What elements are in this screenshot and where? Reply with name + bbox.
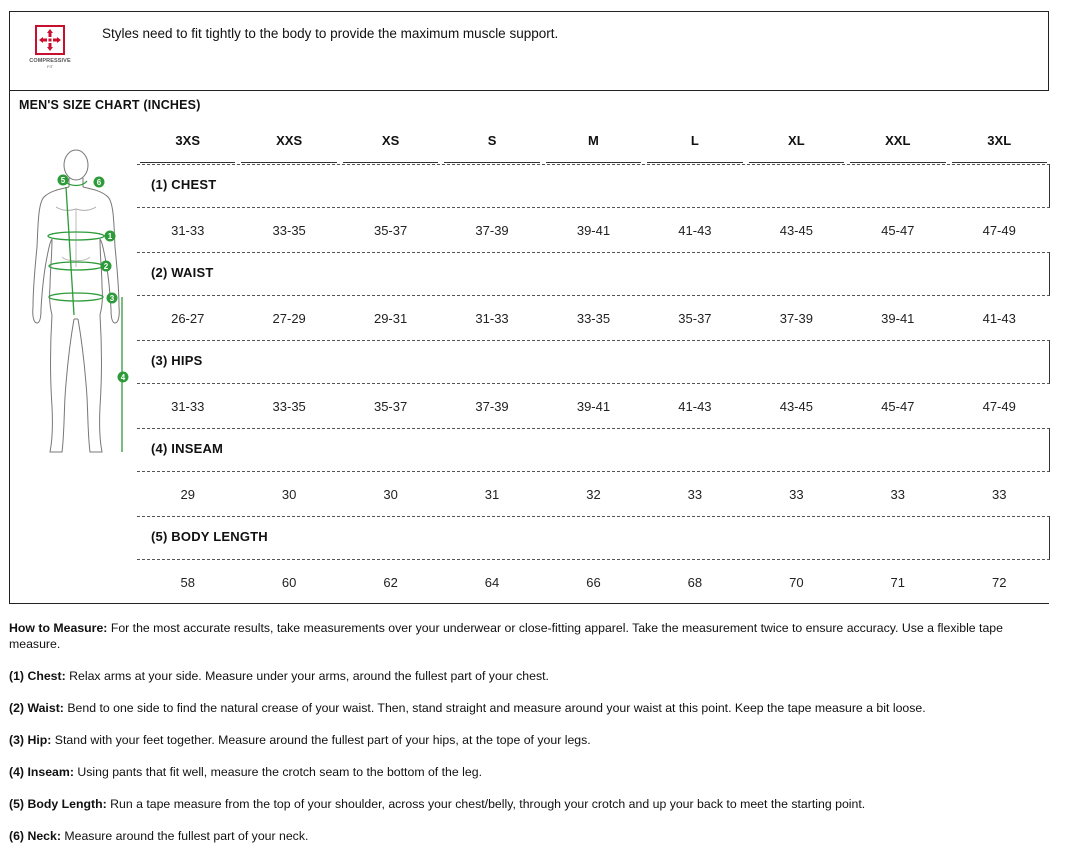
note-text: Measure around the fullest part of your neck. [64, 829, 309, 843]
category-label: (2) WAIST [151, 265, 214, 280]
note-text: Run a tape measure from the top of your shoulder, across your chest/belly, through your crotch and up your back to meet the starting point. [110, 797, 866, 811]
value-cell: 27-29 [272, 310, 306, 326]
value-cell: 31-33 [171, 398, 205, 414]
note-text: Using pants that fit well, measure the crotch seam to the bottom of the leg. [77, 765, 482, 779]
note-title: (2) Waist: [9, 701, 64, 715]
value-cell: 35-37 [373, 398, 408, 414]
value-cell: 39-41 [576, 222, 611, 238]
logo-subtext: FIT [47, 64, 53, 69]
value-cell: 68 [687, 574, 703, 590]
value-cell: 39-41 [576, 398, 611, 414]
note-inseam [9, 764, 1039, 780]
values-row-waist [137, 296, 1050, 340]
marker-5: 5 [60, 176, 66, 185]
body-measurement-figure [22, 147, 130, 457]
category-label: (4) INSEAM [151, 441, 224, 456]
value-cell: 45-47 [881, 222, 915, 238]
value-cell: 70 [789, 574, 804, 590]
value-cell: 41-43 [678, 222, 712, 238]
marker-3: 3 [109, 294, 115, 303]
value-cell: 41-43 [678, 398, 712, 414]
value-cell: 47-49 [982, 222, 1016, 238]
note-text: Bend to one side to find the natural crease of your waist. Then, stand straight and measure around your waist at this point. Keep the tape measure a bit loose. [67, 701, 926, 715]
value-cell: 30 [383, 486, 398, 502]
size-header-cell: 3XS [140, 131, 235, 163]
value-cell: 72 [991, 574, 1007, 590]
values-row-inseam [137, 472, 1050, 516]
marker-1: 1 [107, 232, 113, 241]
value-cell: 64 [484, 574, 500, 590]
value-cell: 33 [789, 486, 804, 502]
note-title: (6) Neck: [9, 829, 61, 843]
note-waist [9, 700, 1039, 716]
note-title: (5) Body Length: [9, 797, 107, 811]
value-cell: 66 [586, 574, 601, 590]
value-cell: 29-31 [373, 310, 408, 326]
note-title: How to Measure: [9, 621, 108, 635]
category-row-waist [137, 252, 1050, 296]
value-cell: 37-39 [475, 398, 509, 414]
note-title: (4) Inseam: [9, 765, 74, 779]
chart-title: MEN'S SIZE CHART (INCHES) [19, 98, 201, 112]
values-row-hips [137, 384, 1050, 428]
fit-description: Styles need to fit tightly to the body to provide the maximum muscle support. [102, 26, 559, 41]
size-header-cell: 3XL [952, 131, 1047, 163]
value-cell: 37-39 [779, 310, 813, 326]
size-header-cell: S [444, 131, 539, 163]
category-row-inseam [137, 428, 1050, 472]
value-cell: 39-41 [881, 310, 915, 326]
size-chart [9, 91, 1049, 604]
value-cell: 26-27 [171, 310, 205, 326]
value-cell: 43-45 [779, 222, 813, 238]
size-header-cell: XL [749, 131, 844, 163]
values-row-chest [137, 208, 1050, 252]
compress-arrows-icon [35, 25, 65, 55]
note-chest [9, 668, 1039, 684]
value-cell: 33-35 [272, 398, 306, 414]
value-cell: 47-49 [982, 398, 1016, 414]
fit-type-box [9, 11, 1049, 91]
value-cell: 33 [687, 486, 703, 502]
category-row-hips [137, 340, 1050, 384]
value-cell: 60 [281, 574, 297, 590]
value-cell: 33 [890, 486, 906, 502]
note-text: For the most accurate results, take measurements over your underwear or close-fitting apparel. Take the measurement twice to ensure accuracy. Use a flexible tape measure. [9, 621, 1003, 651]
size-header-cell: XXS [241, 131, 336, 163]
value-cell: 35-37 [678, 310, 712, 326]
note-how-to-measure [9, 620, 1039, 652]
logo-text: COMPRESSIVE [29, 58, 71, 64]
marker-4: 4 [120, 373, 126, 382]
size-header-cell: M [546, 131, 641, 163]
category-label: (5) BODY LENGTH [151, 529, 268, 544]
note-neck [9, 828, 1039, 844]
value-cell: 32 [586, 486, 601, 502]
value-cell: 35-37 [373, 222, 408, 238]
value-cell: 37-39 [475, 222, 509, 238]
note-body-length [9, 796, 1039, 812]
values-row-body-length [137, 560, 1050, 604]
value-cell: 33-35 [272, 222, 306, 238]
value-cell: 30 [281, 486, 297, 502]
note-hip [9, 732, 1039, 748]
value-cell: 43-45 [779, 398, 813, 414]
category-row-body-length [137, 516, 1050, 560]
value-cell: 29 [180, 486, 195, 502]
note-title: (1) Chest: [9, 669, 66, 683]
size-grid [137, 91, 1050, 603]
note-text: Stand with your feet together. Measure around the fullest part of your hips, at the tope of your legs. [54, 733, 591, 747]
size-header-cell: L [647, 131, 742, 163]
size-header-cell: XS [343, 131, 438, 163]
marker-6: 6 [96, 178, 102, 187]
marker-2: 2 [103, 262, 109, 271]
size-header-row [137, 131, 1050, 163]
value-cell: 31-33 [171, 222, 205, 238]
value-cell: 45-47 [881, 398, 915, 414]
value-cell: 33-35 [576, 310, 611, 326]
compressive-fit-logo [24, 25, 76, 69]
value-cell: 58 [180, 574, 195, 590]
category-label: (1) CHEST [151, 177, 217, 192]
value-cell: 31 [484, 486, 500, 502]
value-cell: 31-33 [475, 310, 509, 326]
value-cell: 71 [890, 574, 906, 590]
category-label: (3) HIPS [151, 353, 203, 368]
value-cell: 41-43 [982, 310, 1016, 326]
note-title: (3) Hip: [9, 733, 52, 747]
value-cell: 33 [991, 486, 1007, 502]
value-cell: 62 [383, 574, 398, 590]
size-header-cell: XXL [850, 131, 945, 163]
category-row-chest [137, 164, 1050, 208]
note-text: Relax arms at your side. Measure under your arms, around the fullest part of your chest. [69, 669, 549, 683]
